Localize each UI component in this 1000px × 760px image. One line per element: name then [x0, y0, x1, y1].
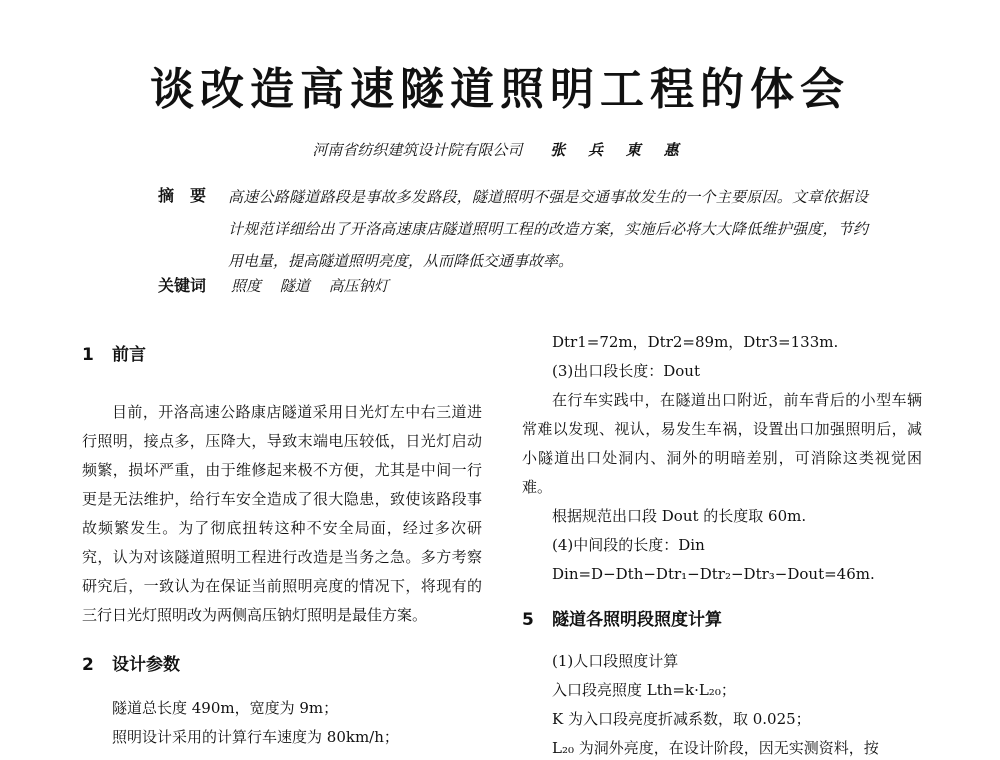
body-line: 隧道总长度 490m，宽度为 9m；	[112, 699, 339, 717]
body-line: K 为入口段亮度折减系数，取 0.025；	[552, 710, 811, 728]
section-number: 1	[82, 345, 94, 365]
section-number: 2	[82, 655, 94, 675]
author-name: 東	[625, 141, 641, 159]
body-line: 入口段亮照度 Lth=k·L₂₀；	[552, 681, 736, 699]
section-title: 隧道各照明段照度计算	[552, 610, 722, 630]
author-name: 张	[550, 141, 566, 159]
body-line: Dtr1=72m，Dtr2=89m，Dtr3=133m.	[552, 333, 839, 351]
body-line: (1)人口段照度计算	[552, 652, 679, 670]
body-line: (4)中间段的长度：Din	[552, 536, 705, 554]
author-name: 兵	[587, 141, 603, 159]
section-number: 5	[522, 610, 534, 630]
body-line: Din=D−Dth−Dtr₁−Dtr₂−Dtr₃−Dout=46m.	[552, 565, 875, 583]
section-heading	[522, 605, 922, 635]
author-affiliation: 河南省纺织建筑设计院有限公司	[312, 141, 523, 159]
keyword-item: 照度	[231, 277, 262, 295]
body-paragraph: 目前，开洛高速公路康店隧道采用日光灯左中右三道进行照明，接点多，压降大，导致末端电压较低，日光灯启动频繁，损坏严重，由于维修起来极不方便，尤其是中间一行更是无法维护，给行车安全造成了很大隐患，致使该路段事故频繁发生。为了彻底扭转这种不安全局面，经过多次研究，认为对该隧道照明工程进行改造是当务之急。多方考察研究后，一致认为在保证当前照明亮度的情况下，将现有的三行日光灯照明改为两侧高压钠灯照明是最佳方案。	[82, 403, 482, 624]
left-column	[82, 328, 482, 752]
abstract-text: 高速公路隧道路段是事故多发路段，隧道照明不强是交通事故发生的一个主要原因。文章依据设计规范详细给出了开洛高速康店隧道照明工程的改造方案，实施后必将大大降低维护强度，节约用电量，提高隧道照明亮度，从而降低交通事故率。	[228, 188, 868, 270]
keyword-item: 隧道	[279, 277, 310, 295]
section-title: 前言	[112, 345, 146, 365]
keywords-label: 关键词	[158, 276, 207, 295]
body-line: 照明设计采用的计算行车速度为 80km/h；	[112, 728, 399, 746]
paper-title: 谈改造高速隧道照明工程的体会	[150, 64, 850, 115]
keywords-list	[231, 272, 403, 300]
section-title: 设计参数	[112, 655, 180, 675]
author-line	[0, 138, 1000, 162]
body-line: 根据规范出口段 Dout 的长度取 60m.	[552, 507, 807, 525]
body-paragraph: 在行车实践中，在隧道出口附近，前车背后的小型车辆常难以发现、视认，易发生车祸，设置出口加强照明后，减小隧道出口处洞内、洞外的明暗差别，可消除这类视觉困难。	[522, 391, 922, 496]
section-heading	[82, 340, 482, 370]
author-name: 惠	[663, 141, 679, 159]
keyword-item: 高压钠灯	[328, 277, 389, 295]
abstract-label: 摘 要	[158, 186, 207, 205]
body-line: (3)出口段长度：Dout	[552, 362, 700, 380]
section-heading	[82, 650, 482, 680]
right-column	[522, 328, 922, 760]
body-line: L₂₀ 为洞外亮度，在设计阶段，因无实测资料，按	[552, 739, 879, 757]
